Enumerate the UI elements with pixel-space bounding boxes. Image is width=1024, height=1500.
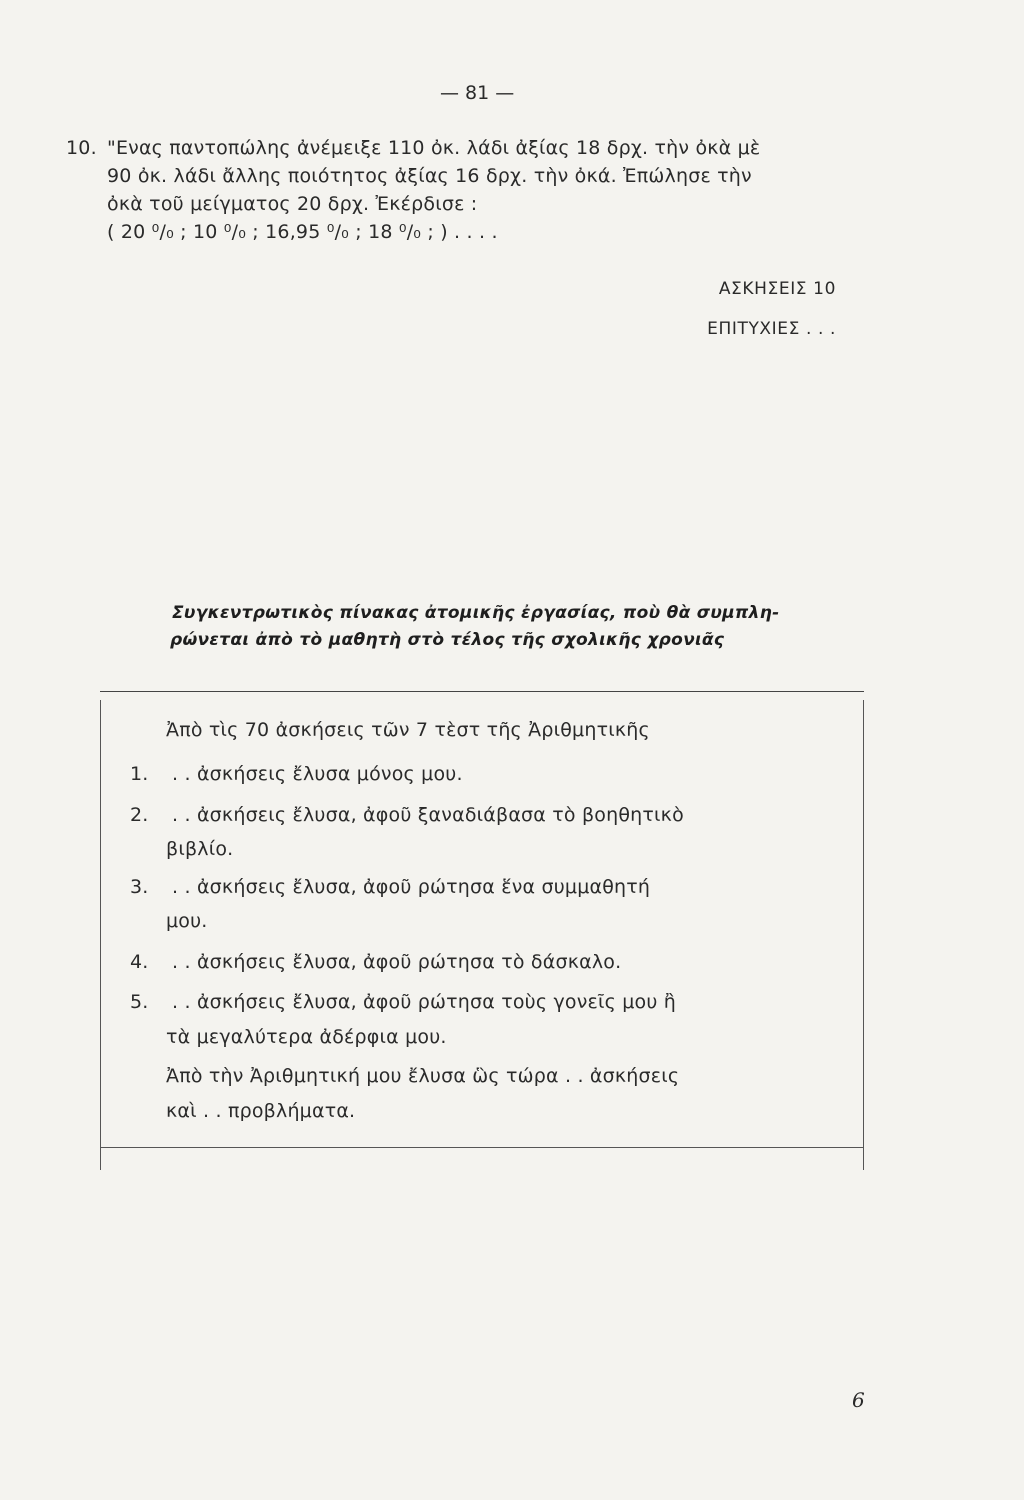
row-number: 5. <box>130 991 149 1013</box>
problem-number: 10. <box>66 137 97 159</box>
table-bottom-rule <box>100 1147 864 1148</box>
row-text: . . ἀσκήσεις ἔλυσα, ἀφοῦ ξαναδιάβασα τὸ βοηθητικὸ <box>172 804 684 826</box>
row-number: 1. <box>130 763 149 785</box>
table-top-rule <box>100 691 864 692</box>
page-footer-number: 6 <box>852 1388 865 1412</box>
row-number: 4. <box>130 951 149 973</box>
row-text: . . ἀσκήσεις ἔλυσα μόνος μου. <box>172 763 463 785</box>
row-text: . . ἀσκήσεις ἔλυσα, ἀφοῦ ρώτησα ἕνα συμμαθητή <box>172 876 651 898</box>
row-text: . . ἀσκήσεις ἔλυσα, ἀφοῦ ρώτησα τοὺς γονεῖς μου ἢ <box>172 991 677 1013</box>
row-number: 3. <box>130 876 149 898</box>
row-text-continuation: τὰ μεγαλύτερα ἀδέρφια μου. <box>166 1026 447 1048</box>
summary-intro: Ἀπὸ τὶς 70 ἀσκήσεις τῶν 7 τὲστ τῆς Ἀριθμητικῆς <box>166 719 650 741</box>
problem-text-line-2: 90 ὀκ. λάδι ἄλλης ποιότητος ἀξίας 16 δρχ. τὴν ὀκά. Ἐπώλησε τὴν <box>107 165 752 187</box>
problem-text-line-3: ὀκὰ τοῦ μείγματος 20 δρχ. Ἐκέρδισε : <box>107 193 478 215</box>
row-text-continuation: βιβλίο. <box>166 838 234 860</box>
summary-heading-line-1: Συγκεντρωτικὸς πίνακας ἀτομικῆς ἐργασίας, ποὺ θὰ συμπλη- <box>172 603 780 623</box>
row-text-continuation: μου. <box>166 910 208 932</box>
problem-text-line-1: "Ενας παντοπώλης ἀνέμειξε 110 ὀκ. λάδι ἀξίας 18 δρχ. τὴν ὀκὰ μὲ <box>107 137 761 159</box>
successes-count: ΕΠΙΤΥΧΙΕΣ . . . <box>707 319 836 339</box>
page-number: — 81 — <box>440 82 515 104</box>
summary-closing-line-1: Ἀπὸ τὴν Ἀριθμητική μου ἔλυσα ὣς τώρα . . ἀσκήσεις <box>166 1065 680 1087</box>
answer-choices: ( 20 ⁰/₀ ; 10 ⁰/₀ ; 16,95 ⁰/₀ ; 18 ⁰/₀ ; ) . . . . <box>107 221 498 243</box>
row-text: . . ἀσκήσεις ἔλυσα, ἀφοῦ ρώτησα τὸ δάσκαλο. <box>172 951 622 973</box>
row-number: 2. <box>130 804 149 826</box>
exercises-count: ΑΣΚΗΣΕΙΣ 10 <box>718 279 836 299</box>
summary-heading-line-2: ρώνεται ἀπὸ τὸ μαθητὴ στὸ τέλος τῆς σχολικῆς χρονιᾶς <box>170 630 725 650</box>
summary-closing-line-2: καὶ . . προβλήματα. <box>166 1100 356 1122</box>
